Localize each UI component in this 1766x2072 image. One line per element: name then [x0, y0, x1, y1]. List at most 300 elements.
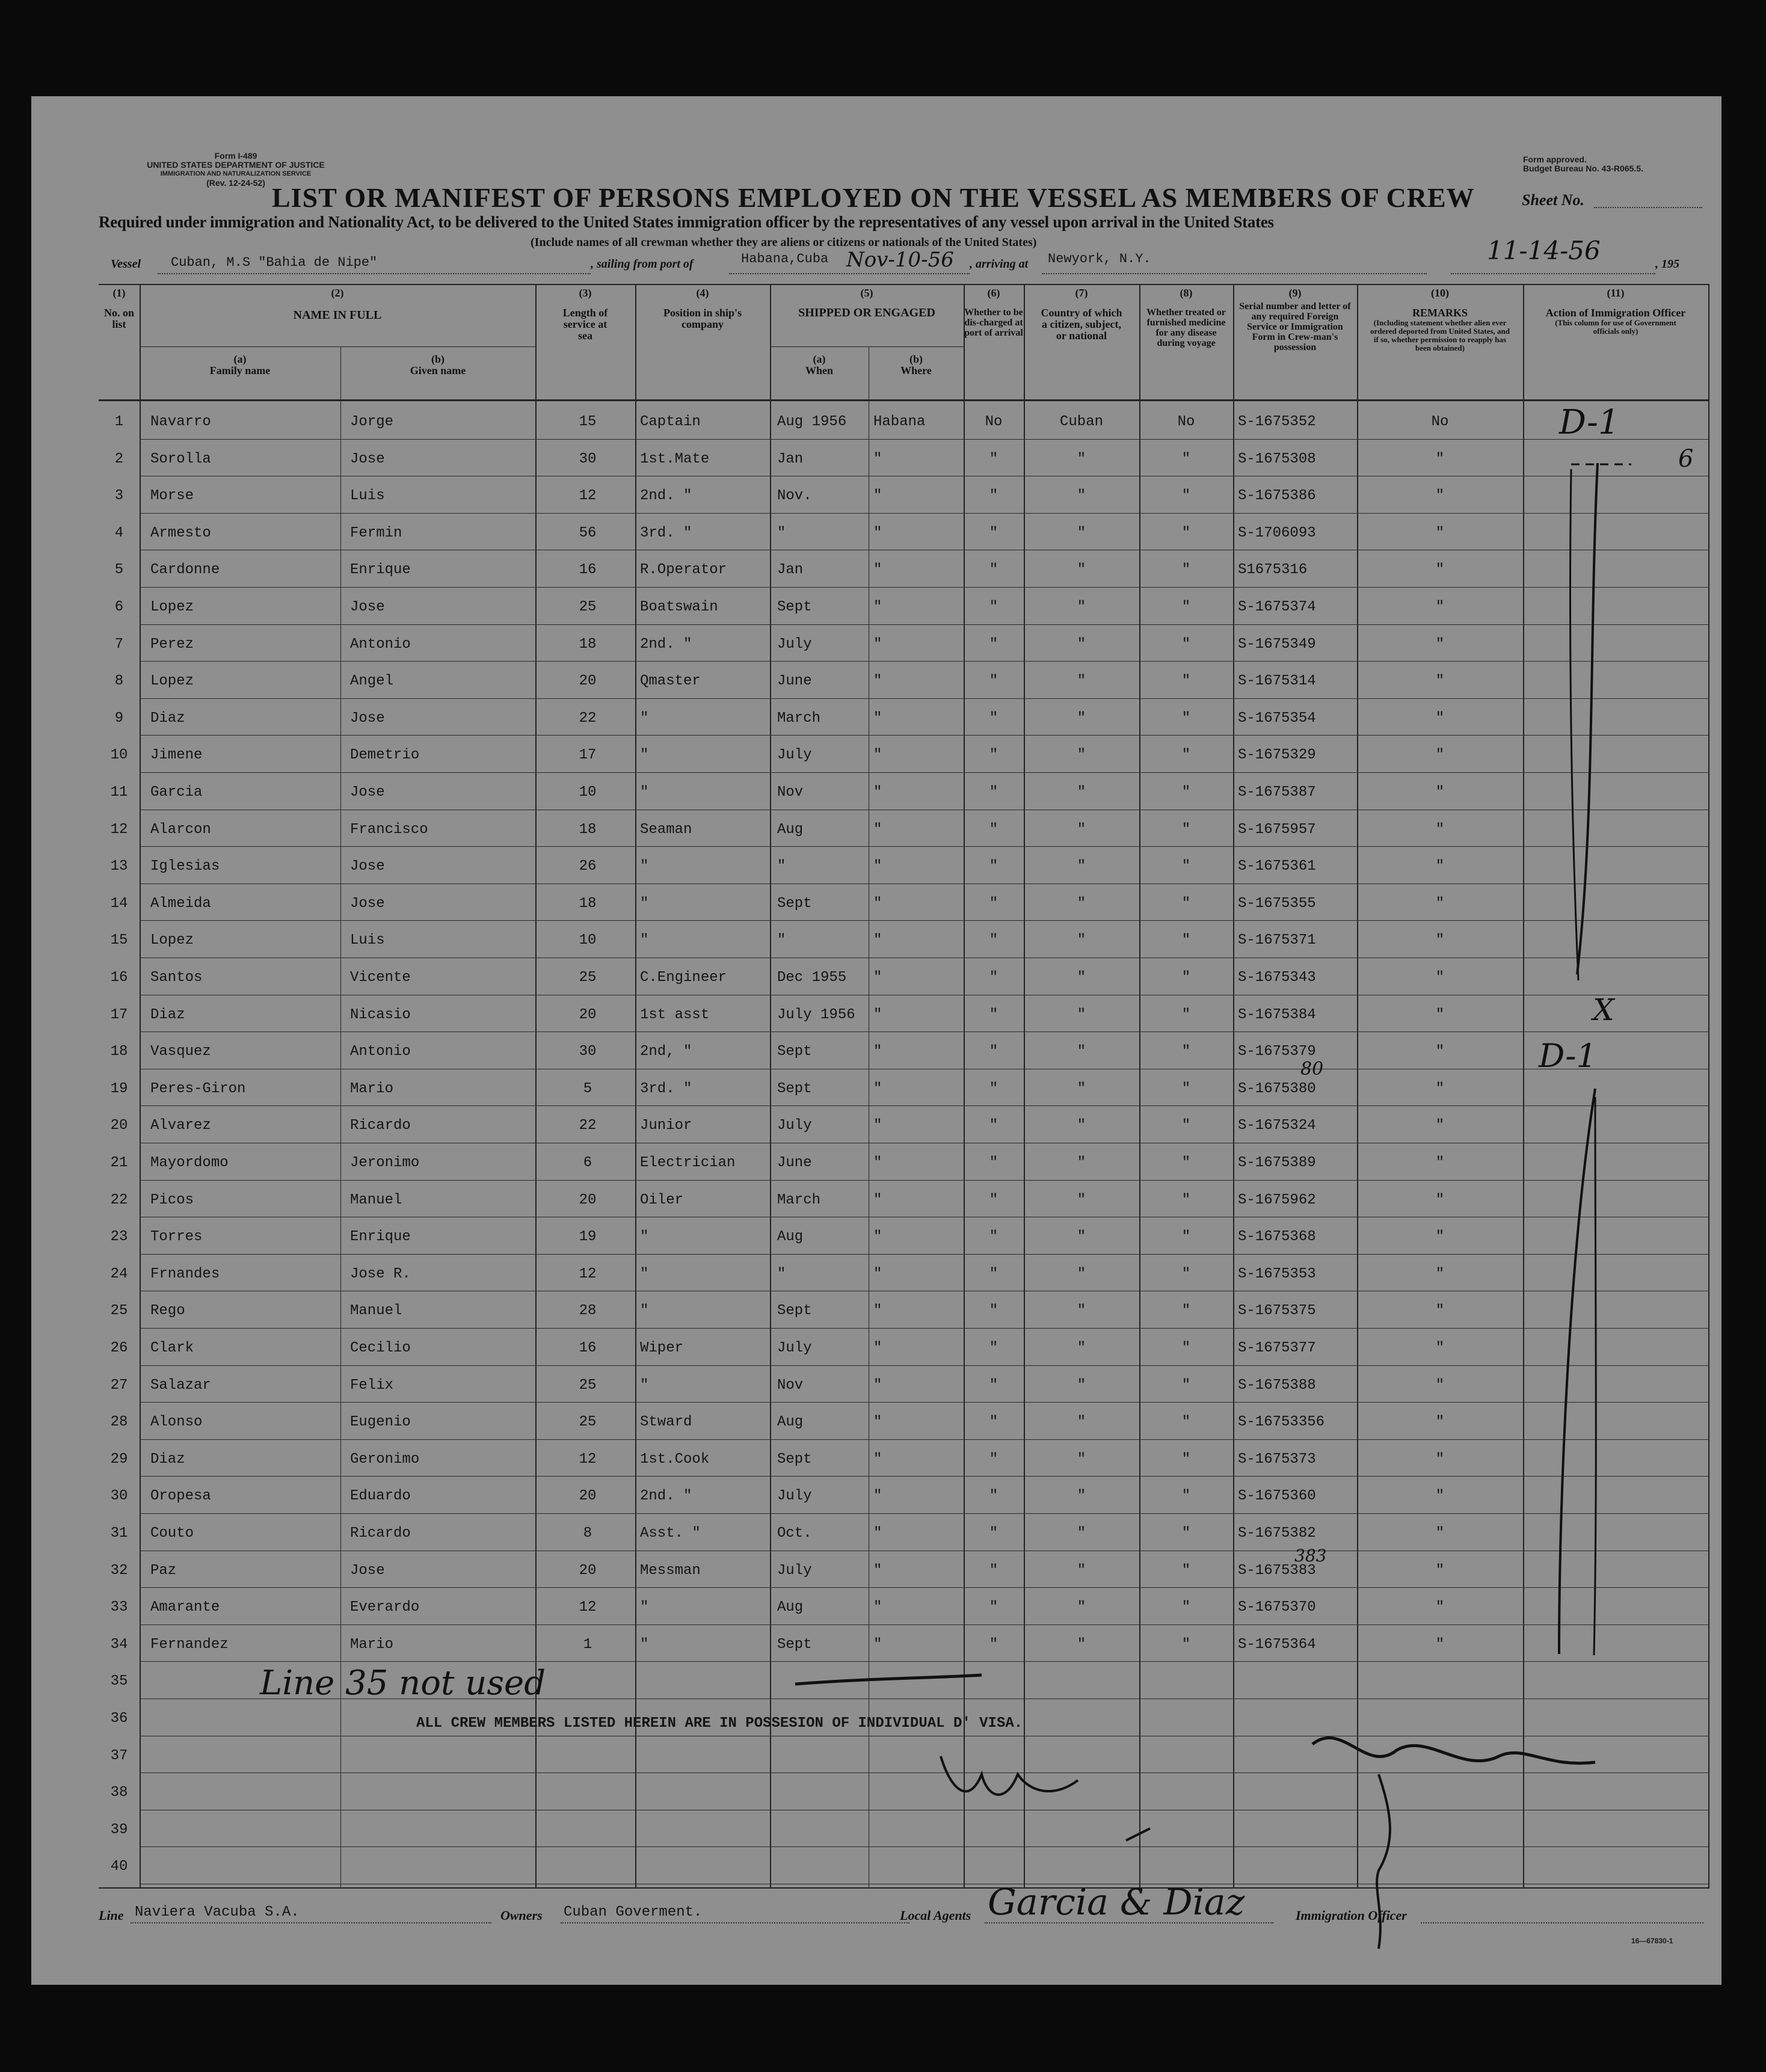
- cell-remarks: ": [1435, 747, 1445, 764]
- cell-when: Aug 1956: [777, 414, 847, 430]
- cell-remarks: ": [1435, 710, 1445, 727]
- cell-treated: ": [1181, 1117, 1191, 1134]
- cell-family: Mayordomo: [150, 1155, 229, 1171]
- cell-no: 23: [110, 1229, 128, 1246]
- cell-family: Garcia: [150, 784, 203, 801]
- cell-when: July 1956: [777, 1006, 855, 1023]
- cell-serial: S-1675388: [1238, 1377, 1316, 1394]
- cell-serial: S-1675308: [1238, 450, 1316, 467]
- cell-serial: S-1675343: [1238, 970, 1316, 986]
- cell-where: ": [873, 450, 882, 467]
- cell-family: Lopez: [150, 599, 194, 615]
- cell-when: Aug: [777, 1229, 804, 1246]
- cell-given: Demetrio: [350, 747, 420, 764]
- cell-length: 10: [579, 784, 597, 801]
- cell-treated: ": [1181, 1340, 1191, 1356]
- cell-length: 20: [579, 1006, 597, 1023]
- cell-length: 18: [579, 821, 597, 838]
- cell-family: Clark: [150, 1340, 194, 1356]
- cell-given: Everardo: [350, 1599, 420, 1616]
- cell-when: March: [777, 1191, 821, 1208]
- cell-family: Alvarez: [150, 1117, 211, 1134]
- cell-family: Alonso: [150, 1414, 203, 1431]
- cell-family: Lopez: [150, 932, 194, 949]
- sheet-label: Sheet No.: [1522, 191, 1584, 209]
- cell-family: Perez: [150, 636, 194, 653]
- cell-remarks: ": [1435, 1265, 1445, 1282]
- cell-discharged: ": [989, 1044, 998, 1060]
- cell-country: ": [1077, 710, 1086, 727]
- cell-length: 26: [579, 858, 597, 875]
- cell-when: ": [777, 932, 786, 949]
- cell-where: ": [873, 1191, 882, 1208]
- cell-discharged: ": [989, 1340, 998, 1356]
- cell-discharged: No: [985, 414, 1003, 430]
- vessel-label: Vessel: [111, 257, 141, 271]
- form-number: Form I-489: [214, 151, 257, 161]
- cell-treated: ": [1181, 1562, 1191, 1579]
- cell-position: C.Engineer: [640, 970, 727, 986]
- required-notice: Required under immigration and Nationality Act, to be delivered to the United States immigration officer by the representatives of any vessel upon arrival in the United States: [99, 213, 1274, 231]
- cell-serial: S1675316: [1238, 562, 1308, 579]
- cell-given: Francisco: [350, 821, 428, 838]
- cell-where: ": [873, 895, 882, 912]
- cell-serial: S-1675389: [1238, 1155, 1316, 1171]
- cell-when: ": [777, 1265, 786, 1282]
- cell-when: Sept: [777, 599, 812, 615]
- cell-given: Ricardo: [350, 1525, 411, 1542]
- cell-family: Iglesias: [150, 858, 220, 875]
- cell-country: ": [1077, 562, 1086, 579]
- cell-length: 12: [579, 1599, 597, 1616]
- cell-where: ": [873, 1229, 882, 1246]
- cell-discharged: ": [989, 1191, 998, 1208]
- cell-remarks: ": [1435, 1340, 1445, 1356]
- cell-length: 1: [583, 1636, 592, 1653]
- cell-treated: ": [1181, 450, 1191, 467]
- cell-position: ": [640, 895, 649, 912]
- cell-where: ": [873, 821, 882, 838]
- cell-treated: ": [1181, 1377, 1191, 1394]
- cell-where: ": [873, 1525, 882, 1542]
- cell-country: ": [1077, 821, 1086, 838]
- cell-family: Almeida: [150, 895, 211, 912]
- cell-when: Nov: [777, 1377, 804, 1394]
- cell-when: July: [777, 1488, 812, 1505]
- cell-remarks: ": [1435, 599, 1445, 615]
- cell-family: Armesto: [150, 524, 211, 541]
- cell-where: ": [873, 562, 882, 579]
- cell-serial: S-1675364: [1238, 1636, 1316, 1653]
- cell-serial: S-1675382: [1238, 1525, 1316, 1542]
- cell-position: ": [640, 932, 649, 949]
- cell-treated: ": [1181, 1006, 1191, 1023]
- cell-position: 2nd. ": [640, 1488, 692, 1505]
- cell-serial: S-1675370: [1238, 1599, 1316, 1616]
- cell-country: ": [1077, 932, 1086, 949]
- cell-length: 5: [583, 1080, 592, 1097]
- cell-country: ": [1077, 1414, 1086, 1431]
- cell-when: July: [777, 1117, 812, 1134]
- page-title: LIST OR MANIFEST OF PERSONS EMPLOYED ON THE VESSEL AS MEMBERS OF CREW: [272, 182, 1475, 213]
- cell-serial: S-1675329: [1238, 747, 1316, 764]
- cell-when: Sept: [777, 1044, 812, 1060]
- cell-remarks: No: [1431, 414, 1449, 430]
- cell-when: Sept: [777, 895, 812, 912]
- cell-family: Santos: [150, 970, 203, 986]
- cell-where: ": [873, 1080, 882, 1097]
- cell-position: Oiler: [640, 1191, 684, 1208]
- cell-treated: ": [1181, 1191, 1191, 1208]
- col-discharged-header: (6) Whether to be dis-charged at port of arrival: [964, 287, 1023, 338]
- cell-family: Torres: [150, 1229, 203, 1246]
- cell-length: 20: [579, 1488, 597, 1505]
- line-35-note: Line 35 not used: [260, 1664, 546, 1703]
- cell-country: ": [1077, 1340, 1086, 1356]
- cell-length: 19: [579, 1229, 597, 1246]
- cell-position: ": [640, 858, 649, 875]
- cell-position: Qmaster: [640, 673, 701, 690]
- cell-country: ": [1077, 524, 1086, 541]
- owners-label: Owners: [500, 1908, 543, 1923]
- cell-serial: S-1675368: [1238, 1229, 1316, 1246]
- cell-when: ": [777, 858, 786, 875]
- cell-serial: S-1675387: [1238, 784, 1316, 801]
- cell-no: 40: [110, 1858, 128, 1875]
- cell-remarks: ": [1435, 1191, 1445, 1208]
- cell-no: 4: [114, 524, 124, 541]
- agents-value: Garcia & Diaz: [988, 1881, 1245, 1923]
- cell-position: Captain: [640, 414, 701, 430]
- cell-where: ": [873, 1599, 882, 1616]
- budget-bureau: Budget Bureau No. 43-R065.5.: [1523, 164, 1643, 173]
- cell-position: Junior: [640, 1117, 692, 1134]
- cell-when: July: [777, 1340, 812, 1356]
- cell-no: 1: [114, 414, 124, 430]
- cell-when: ": [777, 524, 786, 541]
- cell-family: Fernandez: [150, 1636, 229, 1653]
- cell-position: 3rd. ": [640, 524, 692, 541]
- cell-where: ": [873, 747, 882, 764]
- cell-where: ": [873, 1377, 882, 1394]
- cell-position: Wiper: [640, 1340, 684, 1356]
- cell-no: 20: [110, 1117, 128, 1134]
- cell-family: Jimene: [150, 747, 203, 764]
- cell-when: July: [777, 636, 812, 653]
- cell-country: Cuban: [1059, 414, 1103, 430]
- cell-treated: ": [1181, 488, 1191, 505]
- cell-country: ": [1077, 1636, 1086, 1653]
- cell-serial: S-1675354: [1238, 710, 1316, 727]
- cell-no: 34: [110, 1636, 128, 1653]
- cell-serial: S-1675361: [1238, 858, 1316, 875]
- cell-family: Peres-Giron: [150, 1080, 246, 1097]
- cell-remarks: ": [1435, 784, 1445, 801]
- cell-discharged: ": [989, 1525, 998, 1542]
- cell-remarks: ": [1435, 821, 1445, 838]
- cell-treated: ": [1181, 524, 1191, 541]
- cell-discharged: ": [989, 858, 998, 875]
- print-code: 16—67830-1: [1631, 1937, 1673, 1945]
- cell-no: 10: [110, 747, 128, 764]
- cell-length: 8: [583, 1525, 592, 1542]
- cell-length: 18: [579, 895, 597, 912]
- cell-where: ": [873, 858, 882, 875]
- action-row-17: X: [1593, 992, 1614, 1027]
- cell-no: 16: [110, 970, 128, 986]
- cell-no: 36: [110, 1711, 128, 1727]
- cell-no: 31: [110, 1525, 128, 1542]
- cell-discharged: ": [989, 636, 998, 653]
- cell-when: Jan: [777, 450, 804, 467]
- cell-when: Sept: [777, 1451, 812, 1468]
- cell-no: 26: [110, 1340, 128, 1356]
- cell-discharged: ": [989, 1562, 998, 1579]
- cell-discharged: ": [989, 1303, 998, 1320]
- officer-signature: [1312, 1738, 1595, 1763]
- cell-discharged: ": [989, 1117, 998, 1134]
- cell-remarks: ": [1435, 1525, 1445, 1542]
- cell-discharged: ": [989, 1006, 998, 1023]
- cell-no: 24: [110, 1265, 128, 1282]
- cell-length: 12: [579, 488, 597, 505]
- col-treated-header: (8) Whether treated or furnished medicine for any disease during voyage: [1146, 287, 1226, 348]
- cell-country: ": [1077, 599, 1086, 615]
- cell-given: Nicasio: [350, 1006, 411, 1023]
- cell-no: 19: [110, 1080, 128, 1097]
- col-name-header: (2) NAME IN FULL: [293, 287, 382, 322]
- manifest-sheet: [31, 96, 1721, 1985]
- cell-treated: ": [1181, 1599, 1191, 1616]
- cell-remarks: ": [1435, 488, 1445, 505]
- cell-serial: S-1675373: [1238, 1451, 1316, 1468]
- cell-given: Jose: [350, 450, 385, 467]
- cell-no: 33: [110, 1599, 128, 1616]
- agents-label: Local Agents: [900, 1908, 971, 1923]
- cell-remarks: ": [1435, 1303, 1445, 1320]
- cell-no: 27: [110, 1377, 128, 1394]
- col-length-header: (3) Length of service at sea: [562, 287, 608, 342]
- col-shipped-header: (5) SHIPPED OR ENGAGED: [798, 287, 935, 319]
- cell-no: 25: [110, 1303, 128, 1320]
- cell-family: Amarante: [150, 1599, 220, 1616]
- cell-treated: No: [1177, 414, 1195, 430]
- cell-when: Dec 1955: [777, 970, 847, 986]
- cell-serial: S-1675349: [1238, 636, 1316, 653]
- cell-remarks: ": [1435, 932, 1445, 949]
- cell-given: Felix: [350, 1377, 394, 1394]
- cell-given: Cecilio: [350, 1340, 411, 1356]
- cell-when: Sept: [777, 1080, 812, 1097]
- cell-no: 32: [110, 1562, 128, 1579]
- cell-position: ": [640, 710, 649, 727]
- cell-serial: S-1675352: [1238, 414, 1316, 430]
- cell-country: ": [1077, 970, 1086, 986]
- cell-where: ": [873, 1117, 882, 1134]
- cell-country: ": [1077, 1525, 1086, 1542]
- cell-treated: ": [1181, 673, 1191, 690]
- cell-where: ": [873, 784, 882, 801]
- cell-given: Antonio: [350, 1044, 411, 1060]
- cell-family: Rego: [150, 1303, 185, 1320]
- cell-length: 22: [579, 1117, 597, 1134]
- cell-family: Paz: [150, 1562, 177, 1579]
- cell-treated: ": [1181, 932, 1191, 949]
- cell-length: 25: [579, 599, 597, 615]
- cell-position: R.Operator: [640, 562, 727, 579]
- cell-discharged: ": [989, 784, 998, 801]
- cell-serial: S-16753356: [1238, 1414, 1325, 1431]
- cell-treated: ": [1181, 858, 1191, 875]
- cell-position: ": [640, 1229, 649, 1246]
- cell-no: 8: [114, 673, 124, 690]
- cell-discharged: ": [989, 932, 998, 949]
- cell-where: ": [873, 636, 882, 653]
- col-action-header: (11) Action of Immigration Officer (This column for use of Government officials only): [1545, 287, 1686, 336]
- cell-family: Diaz: [150, 1006, 185, 1023]
- cell-length: 22: [579, 710, 597, 727]
- cell-treated: ": [1181, 1229, 1191, 1246]
- cell-no: 2: [114, 450, 124, 467]
- cell-serial: S-1675360: [1238, 1488, 1316, 1505]
- cell-length: 16: [579, 1340, 597, 1356]
- col-family-header: (a) Family name: [209, 353, 271, 377]
- cell-remarks: ": [1435, 636, 1445, 653]
- cell-length: 16: [579, 562, 597, 579]
- cell-no: 18: [110, 1044, 128, 1060]
- cell-no: 28: [110, 1414, 128, 1431]
- cell-treated: ": [1181, 1636, 1191, 1653]
- cell-where: ": [873, 710, 882, 727]
- cell-discharged: ": [989, 599, 998, 615]
- cell-where: ": [873, 1340, 882, 1356]
- cell-remarks: ": [1435, 858, 1445, 875]
- cell-country: ": [1077, 1117, 1086, 1134]
- cell-country: ": [1077, 1377, 1086, 1394]
- cell-no: 6: [114, 599, 124, 615]
- col-given-header: (b) Given name: [410, 353, 466, 377]
- cell-remarks: ": [1435, 970, 1445, 986]
- cell-discharged: ": [989, 821, 998, 838]
- cell-given: Eduardo: [350, 1488, 411, 1505]
- cell-remarks: ": [1435, 562, 1445, 579]
- cell-no: 21: [110, 1155, 128, 1171]
- cell-treated: ": [1181, 1414, 1191, 1431]
- form-revision: (Rev. 12-24-52): [206, 178, 265, 188]
- cell-family: Salazar: [150, 1377, 211, 1394]
- cell-position: Boatswain: [640, 599, 718, 615]
- cell-family: Frnandes: [150, 1265, 220, 1282]
- cell-length: 30: [579, 450, 597, 467]
- cell-family: Morse: [150, 488, 194, 505]
- cell-when: Jan: [777, 562, 804, 579]
- cell-family: Vasquez: [150, 1044, 211, 1060]
- cell-length: 12: [579, 1451, 597, 1468]
- cell-discharged: ": [989, 1377, 998, 1394]
- cell-country: ": [1077, 1488, 1086, 1505]
- cell-serial: S-1675353: [1238, 1265, 1316, 1282]
- cell-where: ": [873, 1451, 882, 1468]
- cell-treated: ": [1181, 562, 1191, 579]
- cell-treated: ": [1181, 1525, 1191, 1542]
- cell-given: Manuel: [350, 1303, 402, 1320]
- cell-serial: S-1675374: [1238, 599, 1316, 615]
- cell-serial: S-1675962: [1238, 1191, 1316, 1208]
- cell-position: 2nd. ": [640, 488, 692, 505]
- cell-discharged: ": [989, 1155, 998, 1171]
- cell-remarks: ": [1435, 1599, 1445, 1616]
- cell-no: 29: [110, 1451, 128, 1468]
- cell-country: ": [1077, 450, 1086, 467]
- cell-remarks: ": [1435, 1117, 1445, 1134]
- cell-serial: S-1675371: [1238, 932, 1316, 949]
- cell-position: Asst. ": [640, 1525, 701, 1542]
- cell-given: Vicente: [350, 970, 411, 986]
- cell-country: ": [1077, 488, 1086, 505]
- cell-when: Aug: [777, 1414, 804, 1431]
- cell-length: 20: [579, 673, 597, 690]
- cell-position: Messman: [640, 1562, 701, 1579]
- line-label: Line: [99, 1908, 124, 1923]
- cell-where: ": [873, 1303, 882, 1320]
- cell-country: ": [1077, 1044, 1086, 1060]
- arrival-date: 11-14-56: [1487, 236, 1601, 265]
- cell-remarks: ": [1435, 1155, 1445, 1171]
- sheet-number: 6: [1678, 445, 1694, 473]
- cell-serial: S-1675314: [1238, 673, 1316, 690]
- cell-country: ": [1077, 858, 1086, 875]
- cell-given: Jose: [350, 895, 385, 912]
- cell-country: ": [1077, 1303, 1086, 1320]
- cell-length: 20: [579, 1562, 597, 1579]
- cell-length: 12: [579, 1265, 597, 1282]
- cell-remarks: ": [1435, 1044, 1445, 1060]
- cell-serial: S-1675375: [1238, 1303, 1316, 1320]
- cell-length: 25: [579, 1414, 597, 1431]
- cell-length: 20: [579, 1191, 597, 1208]
- cell-country: ": [1077, 1229, 1086, 1246]
- cell-remarks: ": [1435, 524, 1445, 541]
- department-name: UNITED STATES DEPARTMENT OF JUSTICE: [147, 160, 325, 170]
- cell-discharged: ": [989, 1229, 998, 1246]
- cell-when: Aug: [777, 1599, 804, 1616]
- cell-given: Jorge: [350, 414, 394, 430]
- cell-given: Luis: [350, 932, 385, 949]
- cell-family: Couto: [150, 1525, 194, 1542]
- cell-treated: ": [1181, 895, 1191, 912]
- cell-where: ": [873, 1044, 882, 1060]
- cell-position: ": [640, 1599, 649, 1616]
- cell-no: 37: [110, 1747, 128, 1764]
- cell-where: ": [873, 1006, 882, 1023]
- visa-statement: ALL CREW MEMBERS LISTED HEREIN ARE IN POSSESION OF INDIVIDUAL D' VISA.: [416, 1715, 1023, 1732]
- cell-treated: ": [1181, 1155, 1191, 1171]
- cell-length: 15: [579, 414, 597, 430]
- cell-given: Jose: [350, 858, 385, 875]
- cell-treated: ": [1181, 1080, 1191, 1097]
- cell-country: ": [1077, 1191, 1086, 1208]
- col-remarks-header: (10) REMARKS (Including statement whether alien ever ordered deported from United States, and if so, whether permission to reapply has been obtained): [1370, 287, 1510, 352]
- cell-given: Jeronimo: [350, 1155, 420, 1171]
- cell-treated: ": [1181, 1488, 1191, 1505]
- cell-no: 15: [110, 932, 128, 949]
- cell-country: ": [1077, 636, 1086, 653]
- cell-given: Eugenio: [350, 1414, 411, 1431]
- cell-length: 56: [579, 524, 597, 541]
- cell-given: Luis: [350, 488, 385, 505]
- cell-serial: S-1675377: [1238, 1340, 1316, 1356]
- cell-discharged: ": [989, 747, 998, 764]
